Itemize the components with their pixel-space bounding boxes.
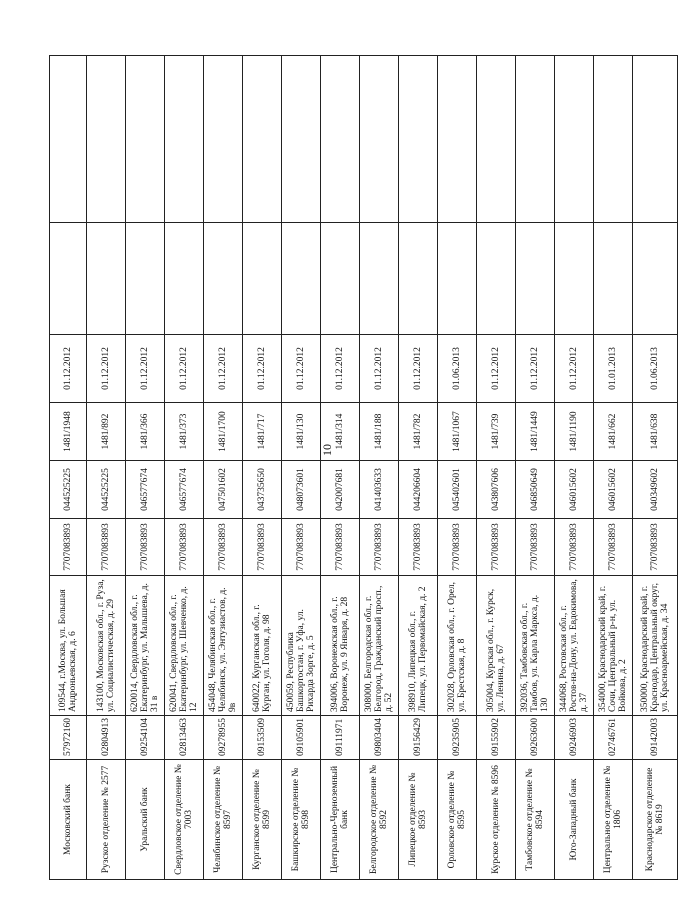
- bank-branches-table: [49, 55, 678, 880]
- effective-date: 01.12.2012: [477, 335, 516, 403]
- bik-number: 046577674: [165, 461, 204, 519]
- bik-number: 045402601: [438, 461, 477, 519]
- table-row: [204, 56, 243, 880]
- bik-number: 047501602: [204, 461, 243, 519]
- inn-number: 7707083893: [50, 519, 87, 576]
- table-row: [50, 56, 87, 880]
- blank-cell-b: [438, 56, 477, 223]
- registration-number: 1481/1700: [204, 403, 243, 461]
- bik-number: 041403633: [360, 461, 399, 519]
- branch-address: 640022, Курганская обл., г. Курган, ул. Гоголя, д. 98: [243, 576, 282, 716]
- inn-number: 7707083893: [438, 519, 477, 576]
- blank-cell-b: [204, 56, 243, 223]
- inn-number: 7707083893: [165, 519, 204, 576]
- blank-cell-a: [204, 223, 243, 335]
- effective-date: 01.12.2012: [165, 335, 204, 403]
- table-row: [321, 56, 360, 880]
- registration-number: 1481/188: [360, 403, 399, 461]
- bik-number: 046577674: [126, 461, 165, 519]
- effective-date: 01.12.2012: [555, 335, 594, 403]
- blank-cell-b: [477, 56, 516, 223]
- blank-cell-a: [516, 223, 555, 335]
- effective-date: 01.01.2013: [594, 335, 633, 403]
- inn-number: 7707083893: [399, 519, 438, 576]
- blank-cell-b: [282, 56, 321, 223]
- registration-number: 1481/130: [282, 403, 321, 461]
- okpo-code: 09246903: [555, 716, 594, 760]
- branch-address: 354000, Краснодарский край, г. Сочи, Центральный р-н, ул. Войкова, д. 2: [594, 576, 633, 716]
- branch-name: Юго-Западный банк: [555, 760, 594, 880]
- branch-address: 620014, Свердловская обл., г. Екатеринбург, ул. Малышева, д. 31 в: [126, 576, 165, 716]
- effective-date: 01.06.2013: [633, 335, 678, 403]
- table-row: [555, 56, 594, 880]
- blank-cell-b: [633, 56, 678, 223]
- bik-number: 046015602: [594, 461, 633, 519]
- blank-cell-b: [126, 56, 165, 223]
- branch-address: 305004, Курская обл., г. Курск, ул. Ленина, д. 67: [477, 576, 516, 716]
- branch-name: Свердловское отделение № 7003: [165, 760, 204, 880]
- okpo-code: 09153509: [243, 716, 282, 760]
- blank-cell-b: [165, 56, 204, 223]
- registration-number: 1481/892: [87, 403, 126, 461]
- effective-date: 01.12.2012: [282, 335, 321, 403]
- branch-address: 350000, Краснодарский край, г. Краснодар, Центральный округ, ул. Красноармейская, д. 34: [633, 576, 678, 716]
- table-row: [438, 56, 477, 880]
- table-row: [165, 56, 204, 880]
- rotated-table-wrapper: [49, 56, 670, 880]
- branch-address: 109544, г.Москва, ул. Большая Андроньевская, д. 6: [50, 576, 87, 716]
- okpo-code: 57972160: [50, 716, 87, 760]
- inn-number: 7707083893: [87, 519, 126, 576]
- blank-cell-a: [633, 223, 678, 335]
- branch-name: Тамбовское отделение № 8594: [516, 760, 555, 880]
- branch-address: 308000, Белгородская обл., г. Белгород, Гражданский просп., д. 52: [360, 576, 399, 716]
- blank-cell-b: [50, 56, 87, 223]
- blank-cell-a: [438, 223, 477, 335]
- branch-name: Орловское отделение № 8595: [438, 760, 477, 880]
- effective-date: 01.12.2012: [50, 335, 87, 403]
- registration-number: 1481/1190: [555, 403, 594, 461]
- registration-number: 1481/1948: [50, 403, 87, 461]
- table-row: [633, 56, 678, 880]
- table-row: [243, 56, 282, 880]
- inn-number: 7707083893: [594, 519, 633, 576]
- registration-number: 1481/314: [321, 403, 360, 461]
- okpo-code: 09278955: [204, 716, 243, 760]
- effective-date: 01.06.2013: [438, 335, 477, 403]
- bik-number: 044525225: [50, 461, 87, 519]
- blank-cell-a: [50, 223, 87, 335]
- effective-date: 01.12.2012: [87, 335, 126, 403]
- blank-cell-b: [87, 56, 126, 223]
- branch-name: Курганское отделение № 8599: [243, 760, 282, 880]
- blank-cell-a: [87, 223, 126, 335]
- okpo-code: 09235905: [438, 716, 477, 760]
- registration-number: 1481/366: [126, 403, 165, 461]
- inn-number: 7707083893: [516, 519, 555, 576]
- inn-number: 7707083893: [321, 519, 360, 576]
- okpo-code: 09155902: [477, 716, 516, 760]
- effective-date: 01.12.2012: [204, 335, 243, 403]
- branch-address: 394006, Воронежская обл., г. Воронеж, ул. 9 Января, д. 28: [321, 576, 360, 716]
- blank-cell-b: [516, 56, 555, 223]
- bik-number: 044206604: [399, 461, 438, 519]
- registration-number: 1481/782: [399, 403, 438, 461]
- okpo-code: 09105901: [282, 716, 321, 760]
- registration-number: 1481/1449: [516, 403, 555, 461]
- table-row: [399, 56, 438, 880]
- blank-cell-b: [243, 56, 282, 223]
- blank-cell-a: [321, 223, 360, 335]
- registration-number: 1481/662: [594, 403, 633, 461]
- bik-number: 042007681: [321, 461, 360, 519]
- okpo-code: 09142003: [633, 716, 678, 760]
- okpo-code: 09111971: [321, 716, 360, 760]
- branch-name: Челябинское отделение № 8597: [204, 760, 243, 880]
- okpo-code: 09254104: [126, 716, 165, 760]
- table-row: [516, 56, 555, 880]
- okpo-code: 09156429: [399, 716, 438, 760]
- effective-date: 01.12.2012: [399, 335, 438, 403]
- branch-name: Липецкое отделение № 8593: [399, 760, 438, 880]
- bik-number: 046850649: [516, 461, 555, 519]
- inn-number: 7707083893: [555, 519, 594, 576]
- effective-date: 01.12.2012: [516, 335, 555, 403]
- branch-address: 143100, Московская обл., г. Руза, ул. Социалистическая, д. 29: [87, 576, 126, 716]
- inn-number: 7707083893: [126, 519, 165, 576]
- branch-name: Башкирское отделение № 8598: [282, 760, 321, 880]
- blank-cell-a: [594, 223, 633, 335]
- bik-number: 044525225: [87, 461, 126, 519]
- blank-cell-a: [282, 223, 321, 335]
- inn-number: 7707083893: [633, 519, 678, 576]
- inn-number: 7707083893: [477, 519, 516, 576]
- branch-address: 620041, Свердловская обл., г. Екатеринбург, ул. Шевченко, д. 12: [165, 576, 204, 716]
- table-row: [126, 56, 165, 880]
- branch-address: 398910, Липецкая обл., г. Липецк, ул. Первомайская, д. 2: [399, 576, 438, 716]
- effective-date: 01.12.2012: [360, 335, 399, 403]
- blank-cell-b: [555, 56, 594, 223]
- branch-address: 454048, Челябинская обл., г. Челябинск, ул. Энтузиастов, д. 9в: [204, 576, 243, 716]
- bik-number: 043807606: [477, 461, 516, 519]
- table-row: [594, 56, 633, 880]
- okpo-code: 02813463: [165, 716, 204, 760]
- table-body: [50, 56, 678, 880]
- blank-cell-b: [594, 56, 633, 223]
- inn-number: 7707083893: [243, 519, 282, 576]
- blank-cell-a: [243, 223, 282, 335]
- table-row: [282, 56, 321, 880]
- okpo-code: 02746761: [594, 716, 633, 760]
- branch-address: 344068, Ростовская обл., г. Ростов-на-Дону, ул. Евдокимова, д. 37: [555, 576, 594, 716]
- registration-number: 1481/717: [243, 403, 282, 461]
- table-row: [477, 56, 516, 880]
- branch-name: Московский банк: [50, 760, 87, 880]
- bik-number: 048073601: [282, 461, 321, 519]
- blank-cell-a: [399, 223, 438, 335]
- registration-number: 1481/373: [165, 403, 204, 461]
- inn-number: 7707083893: [282, 519, 321, 576]
- table-row: [360, 56, 399, 880]
- okpo-code: 09803404: [360, 716, 399, 760]
- branch-name: Центральное отделение № 1806: [594, 760, 633, 880]
- blank-cell-b: [321, 56, 360, 223]
- okpo-code: 09263600: [516, 716, 555, 760]
- inn-number: 7707083893: [360, 519, 399, 576]
- branch-name: Краснодарское отделение № 8619: [633, 760, 678, 880]
- registration-number: 1481/739: [477, 403, 516, 461]
- branch-address: 392036, Тамбовская обл., г. Тамбов, ул. Карла Маркса, д. 130: [516, 576, 555, 716]
- blank-cell-a: [477, 223, 516, 335]
- branch-name: Белгородское отделение № 8592: [360, 760, 399, 880]
- blank-cell-a: [165, 223, 204, 335]
- bik-number: 046015602: [555, 461, 594, 519]
- blank-cell-b: [360, 56, 399, 223]
- blank-cell-a: [126, 223, 165, 335]
- okpo-code: 02804913: [87, 716, 126, 760]
- registration-number: 1481/638: [633, 403, 678, 461]
- inn-number: 7707083893: [204, 519, 243, 576]
- branch-name: Уральский банк: [126, 760, 165, 880]
- bik-number: 040349602: [633, 461, 678, 519]
- blank-cell-b: [399, 56, 438, 223]
- effective-date: 01.12.2012: [126, 335, 165, 403]
- branch-name: Рузское отделение № 2577: [87, 760, 126, 880]
- branch-address: 302028, Орловская обл., г. Орел, ул. Брестская, д. 8: [438, 576, 477, 716]
- blank-cell-a: [360, 223, 399, 335]
- effective-date: 01.12.2012: [243, 335, 282, 403]
- table-row: [87, 56, 126, 880]
- blank-cell-a: [555, 223, 594, 335]
- registration-number: 1481/1067: [438, 403, 477, 461]
- page-number: 10: [320, 444, 334, 456]
- branch-address: 450059, Республика Башкортостан, г. Уфа, ул. Рихарда Зорге, д. 5: [282, 576, 321, 716]
- branch-name: Центрально-Черноземный банк: [321, 760, 360, 880]
- bik-number: 043735650: [243, 461, 282, 519]
- effective-date: 01.12.2012: [321, 335, 360, 403]
- branch-name: Курское отделение № 8596: [477, 760, 516, 880]
